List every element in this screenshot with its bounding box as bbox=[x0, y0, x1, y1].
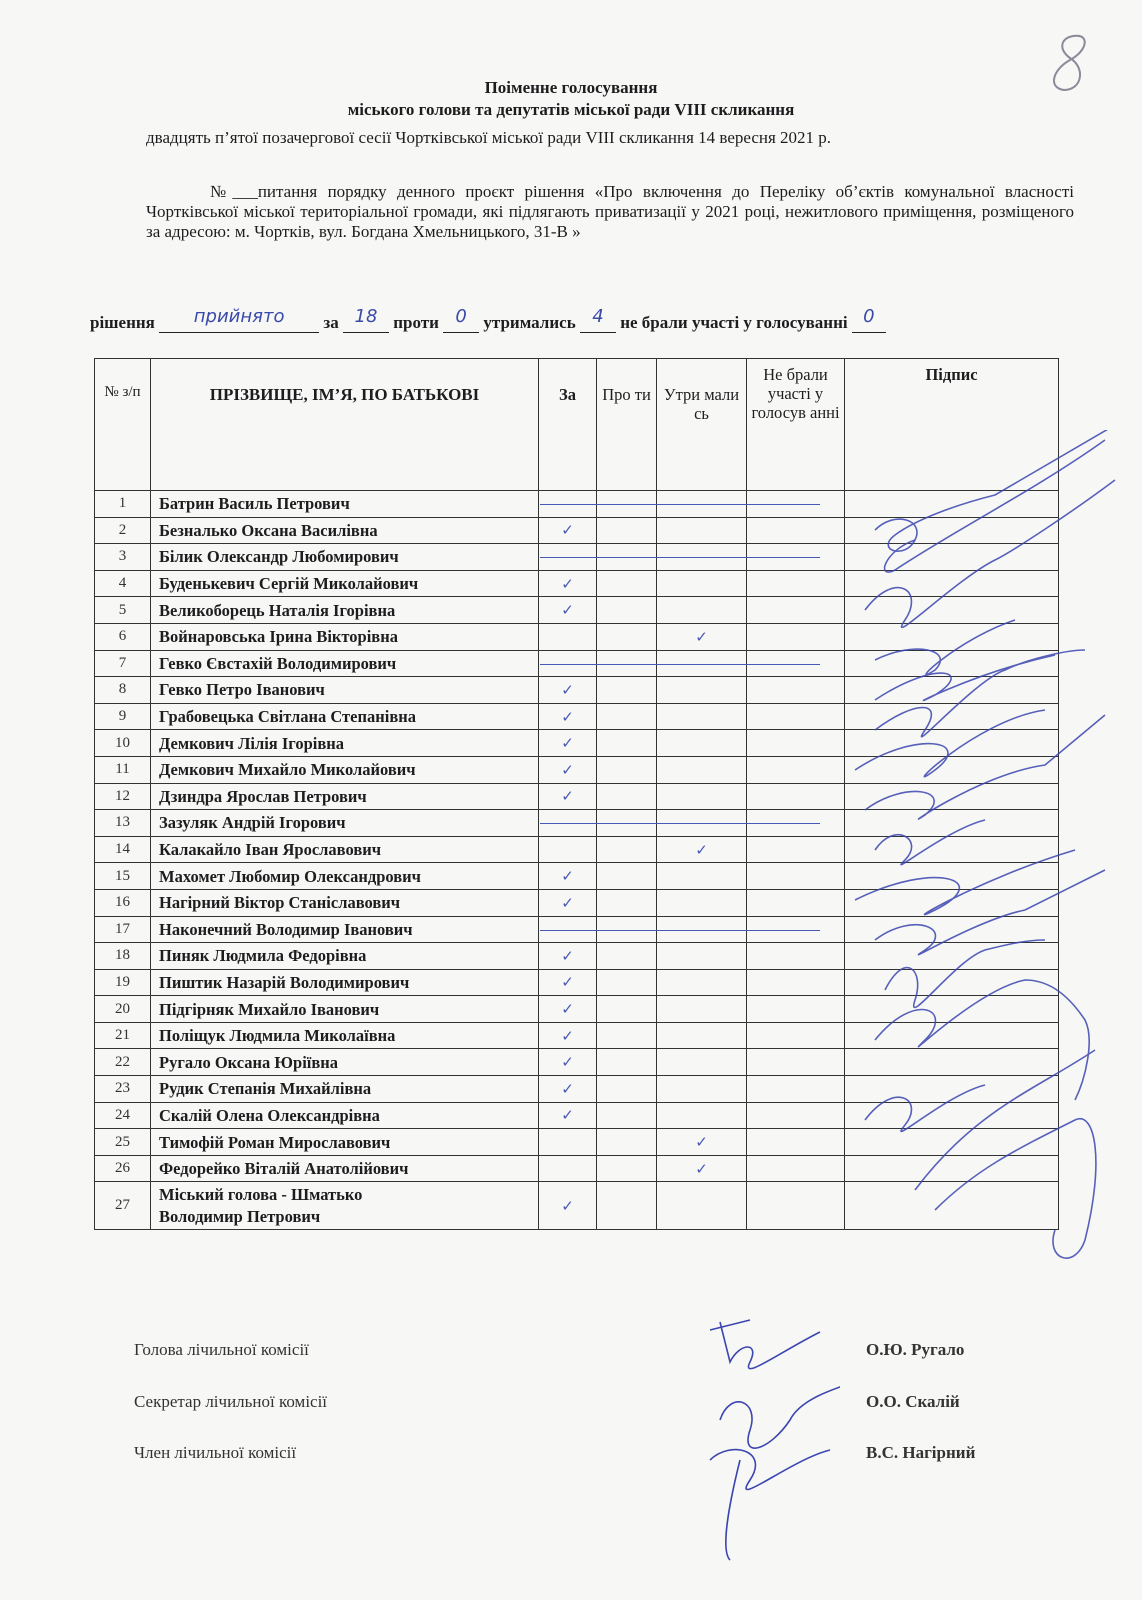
row-number: 15 bbox=[95, 863, 151, 890]
table-row bbox=[95, 703, 1059, 730]
signature-cell bbox=[845, 1076, 1059, 1103]
strike-through-line bbox=[540, 504, 820, 505]
vote-against-cell bbox=[597, 703, 657, 730]
signature-cell bbox=[845, 889, 1059, 916]
row-number: 3 bbox=[95, 544, 151, 571]
vote-for-mark: ✓ bbox=[539, 597, 597, 624]
footer-role-member: Член лічильної комісії bbox=[134, 1443, 297, 1462]
vote-for-mark bbox=[539, 1129, 597, 1156]
deputy-name: Грабовецька Світлана Степанівна bbox=[151, 703, 539, 730]
row-number: 16 bbox=[95, 889, 151, 916]
vote-abstain-mark bbox=[657, 703, 747, 730]
document-subtitle: міського голови та депутатів міської ради VIII скликання bbox=[347, 100, 795, 119]
not-voted-cell bbox=[747, 943, 845, 970]
header-signature: Підпис bbox=[845, 359, 1059, 491]
vote-against-cell bbox=[597, 597, 657, 624]
vote-abstain-mark bbox=[657, 517, 747, 544]
vote-abstain-mark bbox=[657, 756, 747, 783]
table-row bbox=[95, 570, 1059, 597]
row-number: 8 bbox=[95, 677, 151, 704]
deputy-name: Наконечний Володимир Іванович bbox=[151, 916, 539, 943]
vote-abstain-mark bbox=[657, 996, 747, 1023]
not-voted-cell bbox=[747, 836, 845, 863]
vote-abstain-mark bbox=[657, 1182, 747, 1230]
signature-cell bbox=[845, 544, 1059, 571]
not-voted-field bbox=[852, 306, 886, 333]
signature-cell bbox=[845, 730, 1059, 757]
signature-cell bbox=[845, 756, 1059, 783]
deputy-name: Великоборець Наталія Ігорівна bbox=[151, 597, 539, 624]
vote-against-cell bbox=[597, 570, 657, 597]
not-voted-cell bbox=[747, 1182, 845, 1230]
deputy-name: Скалій Олена Олександрівна bbox=[151, 1102, 539, 1129]
vote-against-cell bbox=[597, 1129, 657, 1156]
signature-cell bbox=[845, 1182, 1059, 1230]
vote-against-cell bbox=[597, 996, 657, 1023]
table-row bbox=[95, 1129, 1059, 1156]
header-against: Про ти bbox=[597, 359, 657, 491]
vote-against-cell bbox=[597, 623, 657, 650]
vote-abstain-mark bbox=[657, 1076, 747, 1103]
vote-for-mark: ✓ bbox=[539, 570, 597, 597]
table-row bbox=[95, 943, 1059, 970]
vote-against-cell bbox=[597, 969, 657, 996]
deputy-name: Пиняк Людмила Федорівна bbox=[151, 943, 539, 970]
not-voted-cell bbox=[747, 1129, 845, 1156]
vote-against-cell bbox=[597, 1076, 657, 1103]
vote-against-cell bbox=[597, 1022, 657, 1049]
deputy-name-line1: Міський голова - Шматько bbox=[159, 1184, 363, 1204]
deputy-name bbox=[151, 1182, 539, 1230]
vote-for-mark: ✓ bbox=[539, 889, 597, 916]
vote-abstain-mark bbox=[657, 1102, 747, 1129]
deputy-name: Гевко Євстахій Володимирович bbox=[151, 650, 539, 677]
signature-cell bbox=[845, 1155, 1059, 1182]
decision-field bbox=[159, 306, 319, 333]
row-number: 22 bbox=[95, 1049, 151, 1076]
abstain-value: 4 bbox=[592, 306, 604, 327]
commission-signatures bbox=[680, 1310, 840, 1570]
vote-abstain-mark bbox=[657, 889, 747, 916]
vote-result-line bbox=[90, 306, 1070, 342]
not-voted-cell bbox=[747, 756, 845, 783]
deputy-name: Батрин Василь Петрович bbox=[151, 491, 539, 518]
signature-cell bbox=[845, 570, 1059, 597]
vote-abstain-mark bbox=[657, 597, 747, 624]
row-number: 6 bbox=[95, 623, 151, 650]
signature-cell bbox=[845, 836, 1059, 863]
not-voted-cell bbox=[747, 1049, 845, 1076]
not-voted-cell bbox=[747, 517, 845, 544]
vote-abstain-mark bbox=[657, 943, 747, 970]
strike-through-line bbox=[540, 930, 820, 931]
row-number: 13 bbox=[95, 810, 151, 837]
footer-role-chair: Голова лічильної комісії bbox=[134, 1340, 309, 1359]
table-row bbox=[95, 517, 1059, 544]
strike-through-line bbox=[540, 557, 820, 558]
vote-abstain-mark bbox=[657, 1049, 747, 1076]
row-number: 27 bbox=[95, 1182, 151, 1230]
vote-against-cell bbox=[597, 836, 657, 863]
signature-cell bbox=[845, 863, 1059, 890]
vote-abstain-mark bbox=[657, 969, 747, 996]
not-voted-cell bbox=[747, 1022, 845, 1049]
header-name: ПРІЗВИЩЕ, ІМ’Я, ПО БАТЬКОВІ bbox=[151, 359, 539, 491]
not-voted-cell bbox=[747, 1102, 845, 1129]
signature-cell bbox=[845, 1129, 1059, 1156]
vote-against-cell bbox=[597, 783, 657, 810]
voting-table bbox=[94, 358, 1059, 1230]
table-row bbox=[95, 836, 1059, 863]
vote-for-mark: ✓ bbox=[539, 863, 597, 890]
signature-cell bbox=[845, 783, 1059, 810]
table-row bbox=[95, 677, 1059, 704]
deputy-name: Ругало Оксана Юріївна bbox=[151, 1049, 539, 1076]
table-row bbox=[95, 756, 1059, 783]
row-number: 17 bbox=[95, 916, 151, 943]
table-row bbox=[95, 1076, 1059, 1103]
signature-cell bbox=[845, 491, 1059, 518]
table-row bbox=[95, 623, 1059, 650]
vote-abstain-mark bbox=[657, 863, 747, 890]
vote-for-mark: ✓ bbox=[539, 517, 597, 544]
not-voted-cell bbox=[747, 703, 845, 730]
vote-for-mark bbox=[539, 836, 597, 863]
not-voted-cell bbox=[747, 730, 845, 757]
vote-against-cell bbox=[597, 756, 657, 783]
row-number: 14 bbox=[95, 836, 151, 863]
vote-abstain-mark bbox=[657, 783, 747, 810]
table-row bbox=[95, 889, 1059, 916]
not-voted-cell bbox=[747, 677, 845, 704]
abstain-label: утримались bbox=[483, 313, 576, 332]
vote-abstain-mark: ✓ bbox=[657, 623, 747, 650]
vote-for-mark: ✓ bbox=[539, 756, 597, 783]
table-row bbox=[95, 969, 1059, 996]
table-row bbox=[95, 1022, 1059, 1049]
against-field bbox=[443, 306, 479, 333]
vote-against-cell bbox=[597, 943, 657, 970]
strike-through-line bbox=[540, 664, 820, 665]
vote-for-mark bbox=[539, 623, 597, 650]
not-voted-cell bbox=[747, 969, 845, 996]
deputy-name: Білик Олександр Любомирович bbox=[151, 544, 539, 571]
header-for: За bbox=[539, 359, 597, 491]
signature-cell bbox=[845, 943, 1059, 970]
footer-name-secretary: О.О. Скалій bbox=[866, 1392, 960, 1411]
deputy-name-line2: Володимир Петрович bbox=[159, 1206, 321, 1226]
vote-for-mark: ✓ bbox=[539, 1049, 597, 1076]
vote-for-mark: ✓ bbox=[539, 1102, 597, 1129]
row-number: 5 bbox=[95, 597, 151, 624]
deputy-name: Демкович Михайло Миколайович bbox=[151, 756, 539, 783]
signature-cell bbox=[845, 810, 1059, 837]
vote-for-mark: ✓ bbox=[539, 1022, 597, 1049]
vote-against-cell bbox=[597, 1102, 657, 1129]
signature-cell bbox=[845, 517, 1059, 544]
signature-cell bbox=[845, 677, 1059, 704]
row-number: 23 bbox=[95, 1076, 151, 1103]
deputy-name: Калакайло Іван Ярославович bbox=[151, 836, 539, 863]
signature-cell bbox=[845, 703, 1059, 730]
not-voted-cell bbox=[747, 889, 845, 916]
signature-cell bbox=[845, 1022, 1059, 1049]
vote-for-mark: ✓ bbox=[539, 703, 597, 730]
table-row bbox=[95, 1155, 1059, 1182]
abstain-field bbox=[580, 306, 616, 333]
vote-against-cell bbox=[597, 889, 657, 916]
not-voted-cell bbox=[747, 570, 845, 597]
table-row bbox=[95, 1102, 1059, 1129]
for-label: за bbox=[323, 313, 339, 332]
vote-for-mark: ✓ bbox=[539, 943, 597, 970]
question-text: №___питання порядку денного проєкт рішення «Про включення до Переліку об’єктів комунальної власності Чортківської міської територіальної громади, які підлягають приватизації у 2021 році, нежитлового приміщення, розміщеного за адресою: м. Чортків, вул. Богдана Хмельницького, 31-В » bbox=[146, 182, 1074, 241]
not-voted-cell bbox=[747, 1155, 845, 1182]
table-header-row bbox=[95, 359, 1059, 491]
table-row bbox=[95, 1049, 1059, 1076]
not-voted-cell bbox=[747, 623, 845, 650]
deputy-name: Нагірний Віктор Станіславович bbox=[151, 889, 539, 916]
row-number: 26 bbox=[95, 1155, 151, 1182]
header-not-voted: Не брали участі у голосув анні bbox=[747, 359, 845, 491]
row-number: 7 bbox=[95, 650, 151, 677]
against-value: 0 bbox=[455, 306, 467, 327]
against-label: проти bbox=[393, 313, 439, 332]
vote-against-cell bbox=[597, 730, 657, 757]
row-number: 9 bbox=[95, 703, 151, 730]
table-row bbox=[95, 1182, 1059, 1230]
deputy-name: Демкович Лілія Ігорівна bbox=[151, 730, 539, 757]
vote-against-cell bbox=[597, 1049, 657, 1076]
row-number: 4 bbox=[95, 570, 151, 597]
vote-abstain-mark bbox=[657, 570, 747, 597]
vote-abstain-mark: ✓ bbox=[657, 1155, 747, 1182]
vote-for-mark: ✓ bbox=[539, 1076, 597, 1103]
table-row bbox=[95, 863, 1059, 890]
vote-abstain-mark bbox=[657, 1022, 747, 1049]
vote-against-cell bbox=[597, 1155, 657, 1182]
for-field bbox=[343, 306, 389, 333]
vote-for-mark bbox=[539, 1155, 597, 1182]
header-abstain: Утри мали сь bbox=[657, 359, 747, 491]
vote-for-mark: ✓ bbox=[539, 1182, 597, 1230]
row-number: 18 bbox=[95, 943, 151, 970]
not-voted-label: не брали участі у голосуванні bbox=[620, 313, 848, 332]
table-row bbox=[95, 597, 1059, 624]
deputy-name: Зазуляк Андрій Ігорович bbox=[151, 810, 539, 837]
not-voted-value: 0 bbox=[863, 306, 875, 327]
table-row bbox=[95, 730, 1059, 757]
strike-through-line bbox=[540, 823, 820, 824]
vote-against-cell bbox=[597, 1182, 657, 1230]
vote-for-mark: ✓ bbox=[539, 783, 597, 810]
vote-against-cell bbox=[597, 863, 657, 890]
deputy-name: Войнаровська Ірина Вікторівна bbox=[151, 623, 539, 650]
decision-value: прийнято bbox=[193, 306, 285, 327]
deputy-name: Махомет Любомир Олександрович bbox=[151, 863, 539, 890]
deputy-name: Підгірняк Михайло Іванович bbox=[151, 996, 539, 1023]
row-number: 11 bbox=[95, 756, 151, 783]
row-number: 21 bbox=[95, 1022, 151, 1049]
not-voted-cell bbox=[747, 863, 845, 890]
signature-cell bbox=[845, 916, 1059, 943]
vote-abstain-mark bbox=[657, 730, 747, 757]
deputy-name: Поліщук Людмила Миколаївна bbox=[151, 1022, 539, 1049]
row-number: 24 bbox=[95, 1102, 151, 1129]
deputy-name: Буденькевич Сергій Миколайович bbox=[151, 570, 539, 597]
table-row bbox=[95, 996, 1059, 1023]
deputy-name: Федорейко Віталій Анатолійович bbox=[151, 1155, 539, 1182]
not-voted-cell bbox=[747, 783, 845, 810]
vote-against-cell bbox=[597, 517, 657, 544]
deputy-name: Безналько Оксана Василівна bbox=[151, 517, 539, 544]
vote-abstain-mark: ✓ bbox=[657, 836, 747, 863]
vote-against-cell bbox=[597, 677, 657, 704]
deputy-name: Дзиндра Ярослав Петрович bbox=[151, 783, 539, 810]
signature-cell bbox=[845, 597, 1059, 624]
signature-cell bbox=[845, 1049, 1059, 1076]
signature-cell bbox=[845, 650, 1059, 677]
signature-cell bbox=[845, 996, 1059, 1023]
deputy-name: Рудик Степанія Михайлівна bbox=[151, 1076, 539, 1103]
vote-abstain-mark bbox=[657, 677, 747, 704]
row-number: 1 bbox=[95, 491, 151, 518]
deputy-name: Гевко Петро Іванович bbox=[151, 677, 539, 704]
vote-for-mark: ✓ bbox=[539, 969, 597, 996]
not-voted-cell bbox=[747, 597, 845, 624]
deputy-name: Пиштик Назарій Володимирович bbox=[151, 969, 539, 996]
row-number: 25 bbox=[95, 1129, 151, 1156]
for-value: 18 bbox=[354, 306, 378, 327]
signature-cell bbox=[845, 623, 1059, 650]
table-row bbox=[95, 783, 1059, 810]
footer-name-chair: О.Ю. Ругало bbox=[866, 1340, 965, 1359]
signature-cell bbox=[845, 969, 1059, 996]
row-number: 20 bbox=[95, 996, 151, 1023]
decision-label: рішення bbox=[90, 313, 155, 332]
vote-for-mark: ✓ bbox=[539, 996, 597, 1023]
footer-role-secretary: Секретар лічильної комісії bbox=[134, 1392, 328, 1411]
vote-for-mark: ✓ bbox=[539, 677, 597, 704]
row-number: 2 bbox=[95, 517, 151, 544]
not-voted-cell bbox=[747, 996, 845, 1023]
header-num: № з/п bbox=[95, 359, 151, 491]
row-number: 12 bbox=[95, 783, 151, 810]
session-text: двадцять п’ятої позачергової сесії Чортківської міської ради VIII скликання 14 вересня 2021 р. bbox=[146, 128, 832, 147]
row-number: 10 bbox=[95, 730, 151, 757]
not-voted-cell bbox=[747, 1076, 845, 1103]
vote-abstain-mark: ✓ bbox=[657, 1129, 747, 1156]
vote-for-mark: ✓ bbox=[539, 730, 597, 757]
row-number: 19 bbox=[95, 969, 151, 996]
signature-cell bbox=[845, 1102, 1059, 1129]
document-title: Поіменне голосування bbox=[484, 78, 658, 97]
footer-name-member: В.С. Нагірний bbox=[866, 1443, 976, 1462]
deputy-name: Тимофій Роман Мирославович bbox=[151, 1129, 539, 1156]
